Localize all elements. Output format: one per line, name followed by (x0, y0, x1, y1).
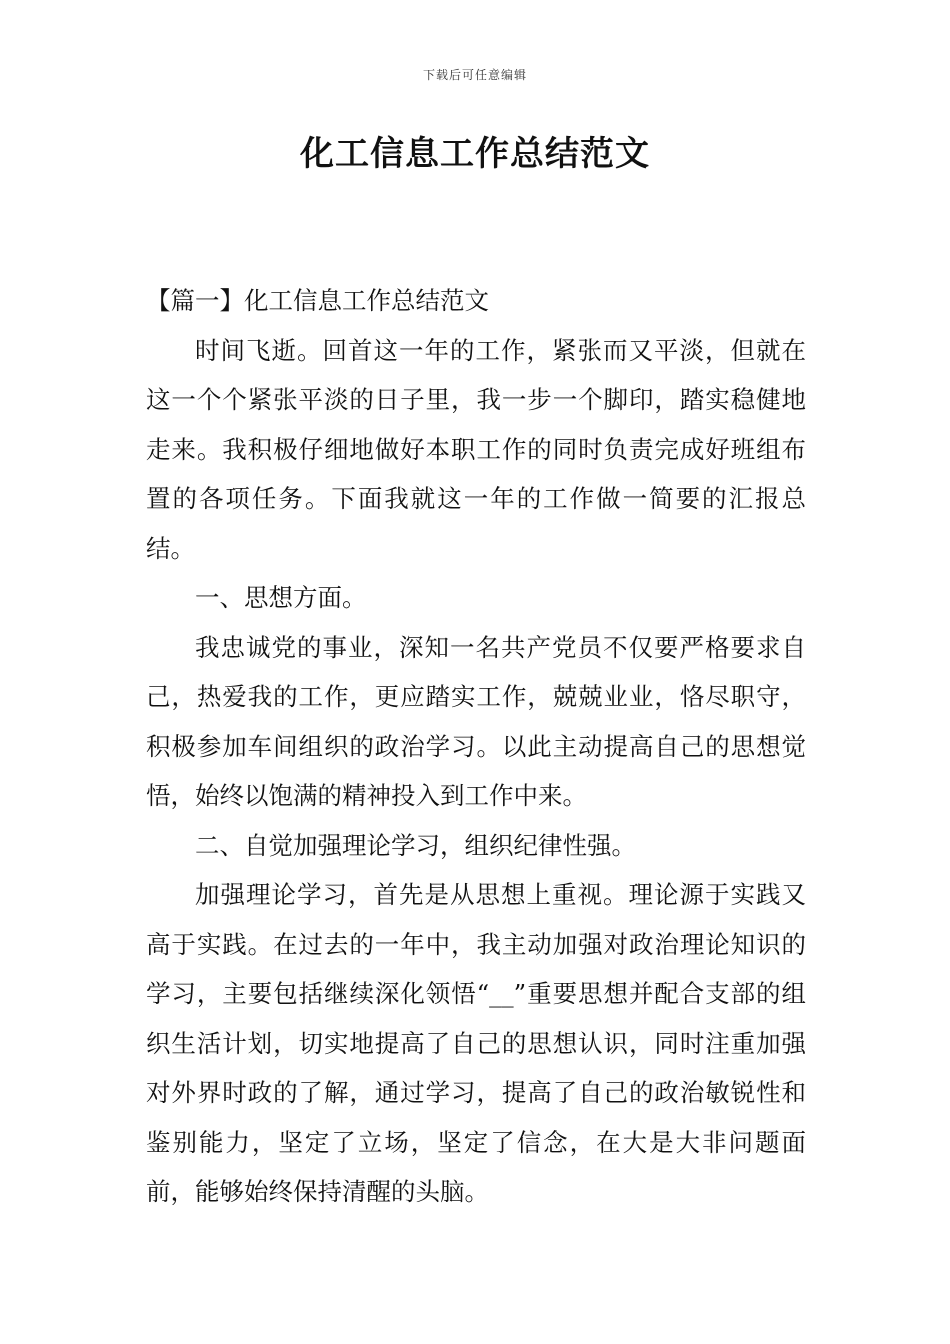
paragraph: 时间飞逝。回首这一年的工作，紧张而又平淡，但就在这一个个紧张平淡的日子里，我一步一个脚印，踏实稳健地走来。我积极仔细地做好本职工作的同时负责完成好班组布置的各项任务。下面我就这一年的工作做一简要的汇报总结。 (146, 335, 806, 563)
subheading: 一、思想方面。 (195, 583, 367, 612)
paragraph: 加强理论学习，首先是从思想上重视。理论源于实践又高于实践。在过去的一年中，我主动加强对政治理论知识的学习，主要包括继续深化领悟“__”重要思想并配合支部的组织生活计划，切实地提高了自己的思想认识，同时注重加强对外界时政的了解，通过学习，提高了自己的政治敏锐性和鉴别能力，坚定了立场，坚定了信念，在大是大非问题面前，能够始终保持清醒的头脑。 (146, 880, 806, 1206)
section-heading: 【篇一】化工信息工作总结范文 (146, 286, 489, 315)
document-body (146, 276, 806, 1217)
paragraph: 我忠诚党的事业，深知一名共产党员不仅要严格要求自己，热爱我的工作，更应踏实工作，兢兢业业，恪尽职守，积极参加车间组织的政治学习。以此主动提高自己的思想觉悟，始终以饱满的精神投入到工作中来。 (146, 632, 806, 810)
header-note: 下载后可任意编辑 (422, 68, 527, 82)
subheading: 二、自觉加强理论学习，组织纪律性强。 (195, 830, 636, 860)
document-title: 化工信息工作总结范文 (300, 134, 650, 174)
